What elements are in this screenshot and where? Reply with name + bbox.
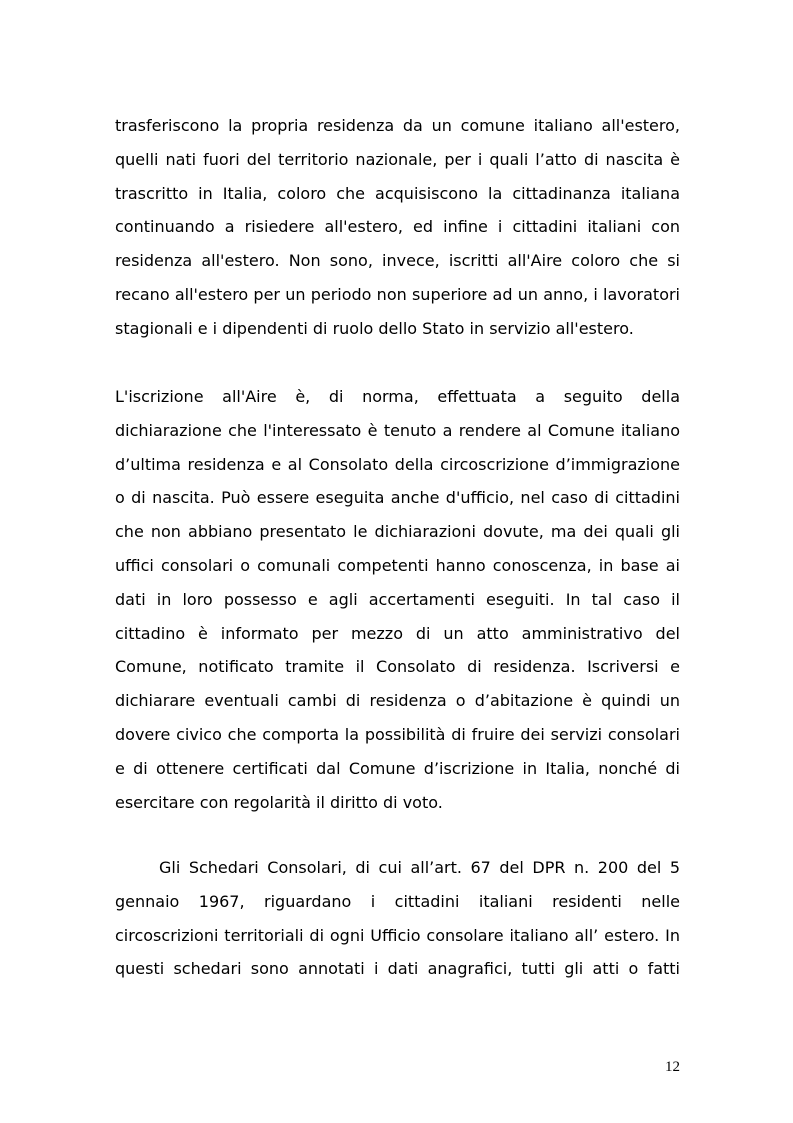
paragraph-aire-registration bbox=[115, 380, 680, 819]
paragraph-text: L'iscrizione all'Aire è, di norma, effettuata a seguito della dichiarazione che l'interessato è tenuto a rendere al Comune italiano d’ultima residenza e al Consolato della circoscrizione d’immigrazione o di nascita. Può essere eseguita anche d'ufficio, nel caso di cittadini che non abbiano presentato le dichiarazioni dovute, ma dei quali gli uffici consolari o comunali competenti hanno conoscenza, in base ai dati in loro possesso e agli accertamenti eseguiti. In tal caso il cittadino è informato per mezzo di un atto amministrativo del Comune, notificato tramite il Consolato di residenza. Iscriversi e dichiarare eventuali cambi di residenza o d’abitazione è quindi un dovere civico che comporta la possibilità di fruire dei servizi consolari e di ottenere certificati dal Comune d’iscrizione in Italia, nonché di esercitare con regolarità il diritto di voto. bbox=[115, 387, 680, 812]
page-number: 12 bbox=[665, 1059, 680, 1075]
paragraph-text: Gli Schedari Consolari, di cui all’art. 67 del DPR n. 200 del 5 gennaio 1967, riguardano i cittadini italiani residenti nelle circoscrizioni territoriali di ogni Ufficio consolare italiano all’ estero. In questi schedari sono annotati i dati anagrafici, tutti gli atti o fatti bbox=[115, 858, 680, 979]
paragraph-text: trasferiscono la propria residenza da un comune italiano all'estero, quelli nati fuori del territorio nazionale, per i quali l’atto di nascita è trascritto in Italia, coloro che acquisiscono la cittadinanza italiana continuando a risiedere all'estero, ed infine i cittadini italiani con residenza all'estero. Non sono, invece, iscritti all'Aire coloro che si recano all'estero per un periodo non superiore ad un anno, i lavoratori stagionali e i dipendenti di ruolo dello Stato in servizio all'estero. bbox=[115, 116, 680, 338]
paragraph-consular-files bbox=[115, 851, 680, 986]
paragraph-aire-registrants bbox=[115, 109, 680, 346]
